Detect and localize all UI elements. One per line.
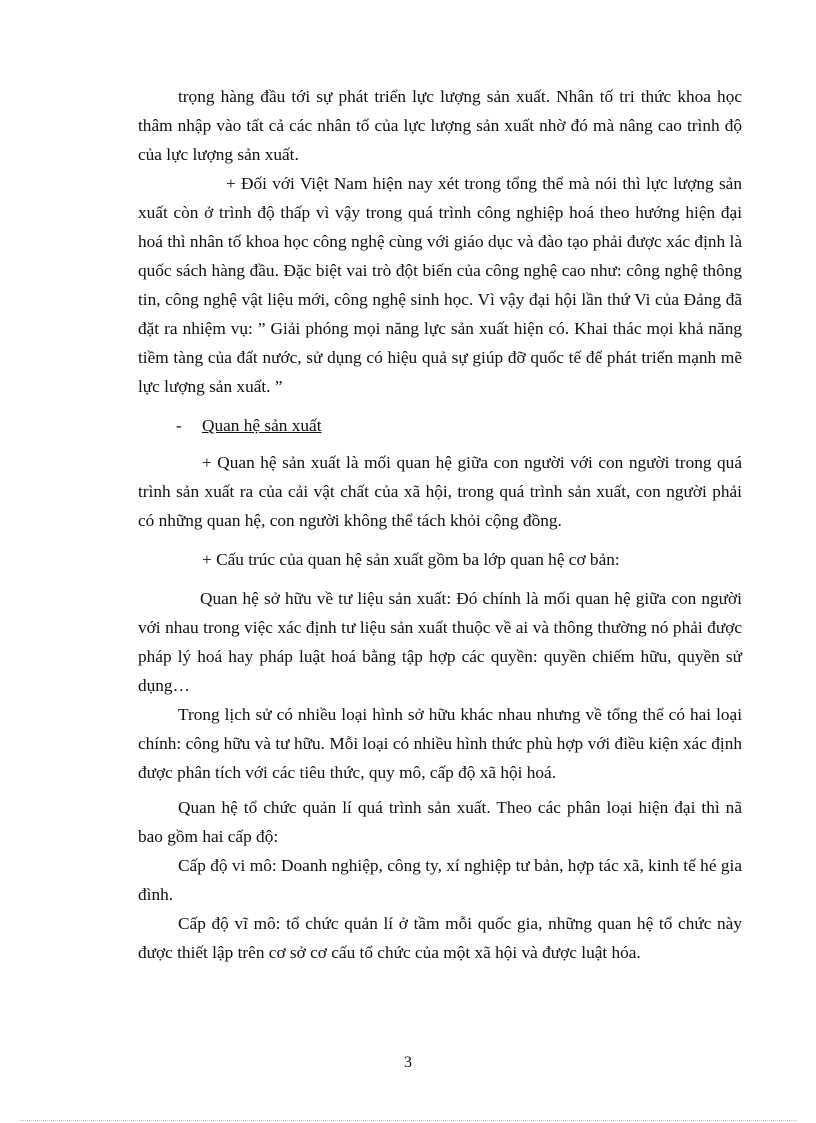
paragraph: + Đối với Việt Nam hiện nay xét trong tổng thể mà nói thì lực lượng sản xuất còn ở trình độ thấp vì vậy trong quá trình công nghiệp hoá theo hướng hiện đại hoá thì nhân tố khoa học công nghệ cùng với giáo dục và đào tạo phải được xác định là quốc sách hàng đầu. Đặc biệt vai trò đột biến của công nghệ cao như: công nghệ thông tin, công nghệ vật liệu mới, công nghệ sinh học. Vì vậy đại hội lần thứ Vi của Đảng đã đặt ra nhiệm vụ: ” Giải phóng mọi năng lực sản xuất hiện có. Khai thác mọi khả năng tiềm tàng của đất nước, sử dụng có hiệu quả sự giúp đỡ quốc tế để phát triển mạnh mẽ lực lượng sản xuất. ” <box>138 174 742 396</box>
paragraph: + Quan hệ sản xuất là mối quan hệ giữa con người với con người trong quá trình sản xuất ra của cải vật chất của xã hội, trong quá trình sản xuất, con người phải có những quan hệ, con người không thể tách khỏi cộng đồng. <box>138 453 742 530</box>
page-body <box>138 82 742 967</box>
paragraph: + Cấu trúc của quan hệ sản xuất gồm ba lớp quan hệ cơ bản: <box>202 550 620 569</box>
section-heading: Quan hệ sản xuất <box>202 416 322 435</box>
paragraph: Cấp độ vi mô: Doanh nghiệp, công ty, xí nghiệp tư bản, hợp tác xã, kinh tế hé gia đình. <box>138 856 742 904</box>
section-heading-row <box>138 411 742 440</box>
paragraph: Quan hệ tổ chức quản lí quá trình sản xuất. Theo các phân loại hiện đại thì nã bao gồm hai cấp độ: <box>138 798 742 846</box>
footer-divider <box>20 1120 796 1121</box>
paragraph: Trong lịch sử có nhiều loại hình sở hữu khác nhau nhưng về tổng thể có hai loại chính: công hữu và tư hữu. Mỗi loại có nhiều hình thức phù hợp với điều kiện xác định được phân tích với các tiêu thức, quy mô, cấp độ xã hội hoá. <box>138 705 742 782</box>
paragraph: Quan hệ sở hữu về tư liệu sản xuất: Đó chính là mối quan hệ giữa con người với nhau trong việc xác định tư liệu sản xuất thuộc về ai và thông thường nó phải được pháp lý hoá hay pháp luật hoá bằng tập hợp các quyền: quyền chiếm hữu, quyền sử dụng… <box>138 589 742 695</box>
page-number: 3 <box>404 1054 412 1071</box>
paragraph: trọng hàng đầu tới sự phát triển lực lượng sản xuất. Nhân tố tri thức khoa học thâm nhập vào tất cả các nhân tố của lực lượng sản xuất nhờ đó mà nâng cao trình độ của lực lượng sản xuất. <box>138 87 742 164</box>
paragraph: Cấp độ vĩ mô: tổ chức quản lí ở tầm mỗi quốc gia, những quan hệ tổ chức này được thiết lập trên cơ sở cơ cấu tổ chức của một xã hội và được luật hóa. <box>138 914 742 962</box>
list-dash: - <box>176 416 182 435</box>
